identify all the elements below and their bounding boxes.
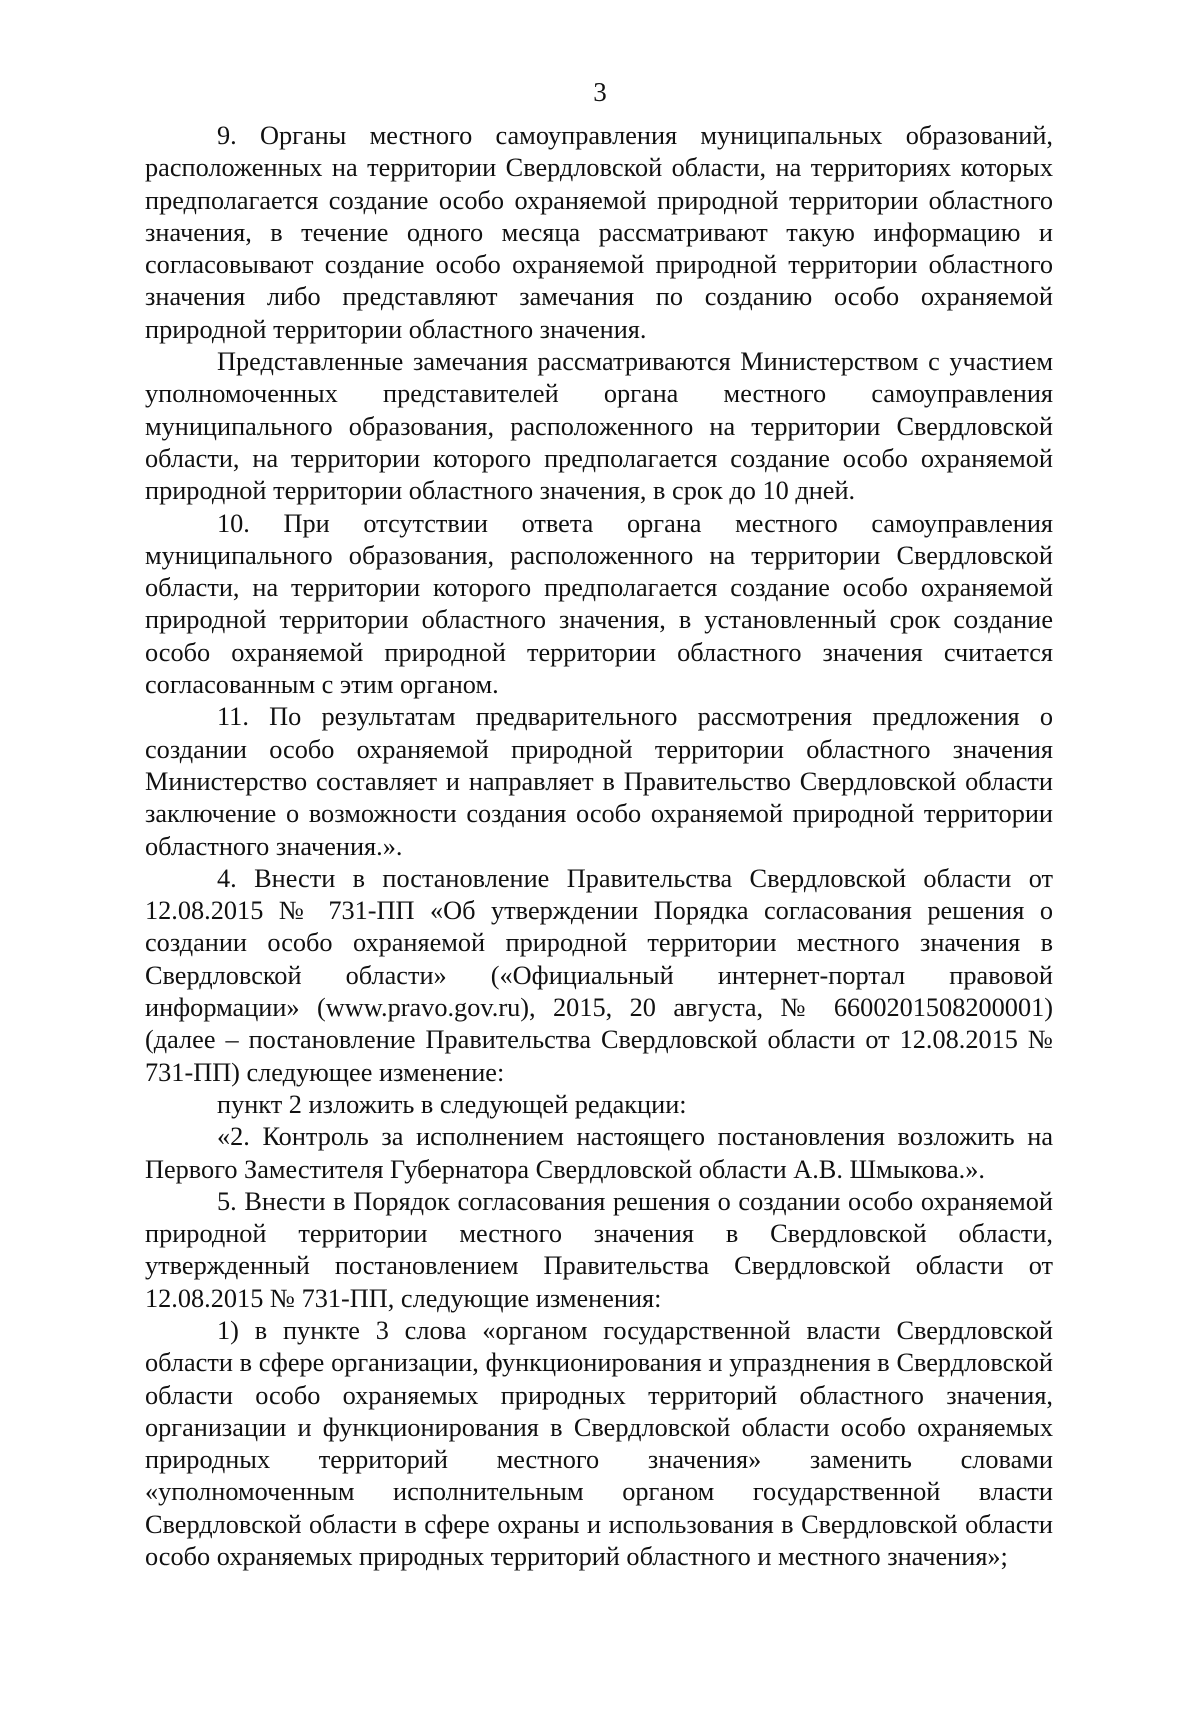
paragraph-section-4: 4. Внести в постановление Правительства Свердловской области от 12.08.2015 № 731-ПП «Об утверждении Порядка согласования решения о создании особо охраняемой природной территории местного значения в Свердловской области» («Официальный интернет-портал правовой информации» (www.pravo.gov.ru), 2015, 20 августа, № 6600201508200001) (далее – постановление Правительства Свердловской области от 12.08.2015 № 731-ПП) следующее изменение: — [145, 863, 1053, 1087]
paragraph-section-5: 5. Внести в Порядок согласования решения о создании особо охраняемой природной территории местного значения в Свердловской области, утвержденный постановлением Правительства Свердловской области от 12.08.2015 № 731-ПП, следующие изменения: — [145, 1186, 1053, 1313]
document-body — [145, 120, 1053, 1573]
paragraph-item-10: 10. При отсутствии ответа органа местного самоуправления муниципального образования, расположенного на территории Свердловской области, на территории которого предполагается создание особо охраняемой природной территории областного значения, в установленный срок создание особо охраняемой природной территории областного значения считается согласованным с этим органом. — [145, 508, 1053, 700]
paragraph-item-11: 11. По результатам предварительного рассмотрения предложения о создании особо охраняемой природной территории областного значения Министерство составляет и направляет в Правительство Свердловской области заключение о возможности создания особо охраняемой природной территории областного значения.». — [145, 702, 1053, 861]
paragraph-section-4-text: «2. Контроль за исполнением настоящего постановления возложить на Первого Заместителя Губернатора Свердловской области А.В. Шмыкова.». — [145, 1122, 1053, 1184]
paragraph-remarks: Представленные замечания рассматриваются Министерством с участием уполномоченных представителей органа местного самоуправления муниципального образования, расположенного на территории Свердловской области, на территории которого предполагается создание особо охраняемой природной территории областного значения, в срок до 10 дней. — [145, 347, 1053, 506]
paragraph-section-4-clause: пункт 2 изложить в следующей редакции: — [217, 1089, 687, 1119]
page-number: 3 — [593, 77, 607, 107]
paragraph-section-5-item-1: 1) в пункте 3 слова «органом государственной власти Свердловской области в сфере организации, функционирования и упразднения в Свердловской области особо охраняемых природных территорий областного значения, организации и функционирования в Свердловской области особо охраняемых природных территорий местного значения» заменить словами «уполномоченным исполнительным органом государственной власти Свердловской области в сфере охраны и использования в Свердловской области особо охраняемых природных территорий областного и местного значения»; — [145, 1315, 1053, 1572]
paragraph-item-9: 9. Органы местного самоуправления муниципальных образований, расположенных на территории Свердловской области, на территориях которых предполагается создание особо охраняемой природной территории областного значения, в течение одного месяца рассматривают такую информацию и согласовывают создание особо охраняемой природной территории областного значения либо представляют замечания по созданию особо охраняемой природной территории областного значения. — [145, 121, 1053, 344]
